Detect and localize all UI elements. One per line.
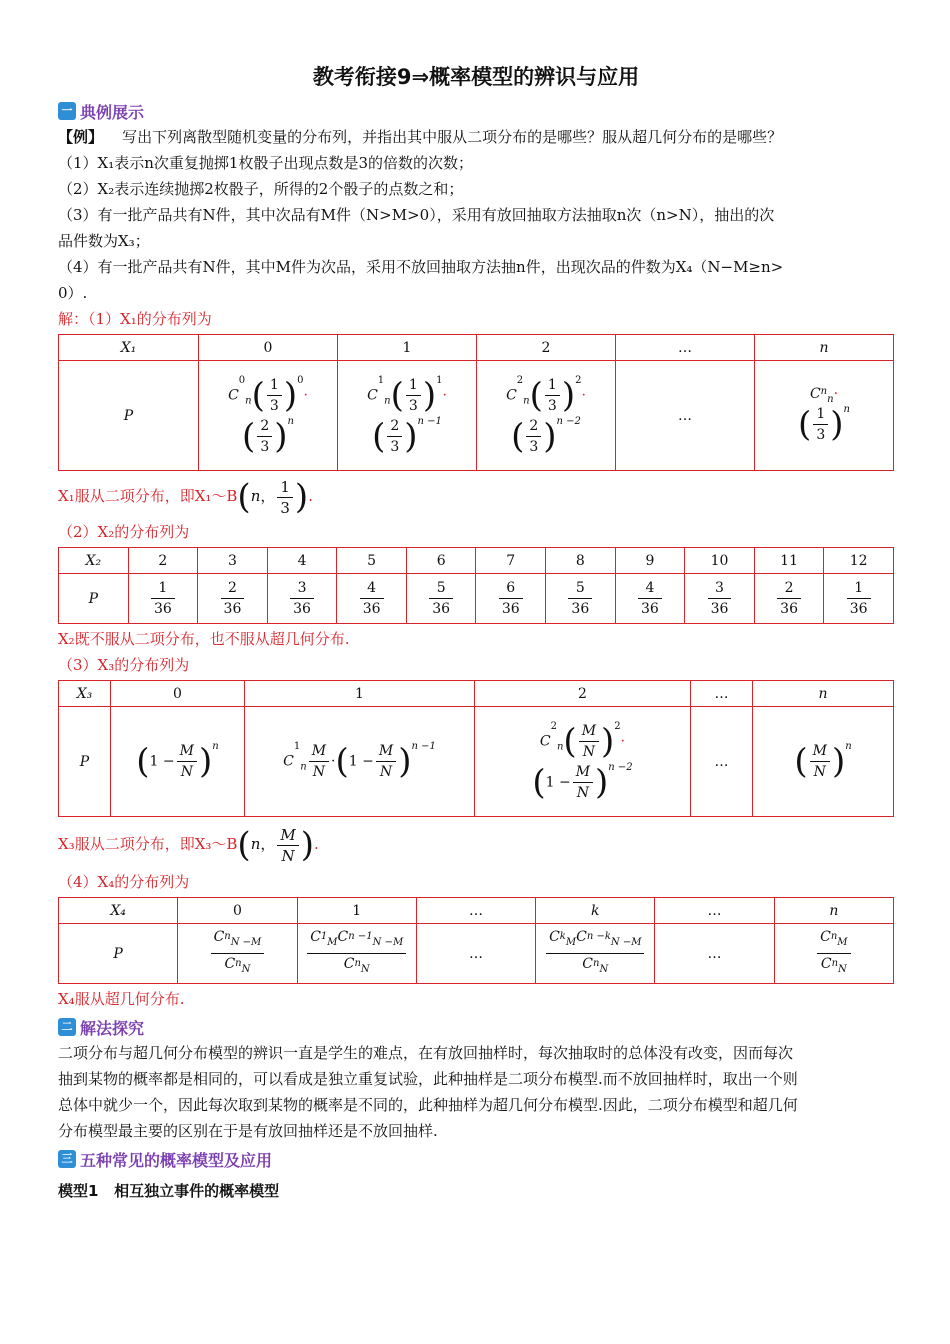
- fraction-numerator: 4: [360, 578, 384, 599]
- model-title: 相互独立事件的概率模型: [114, 1182, 280, 1200]
- example-q4b: 0）.: [58, 284, 88, 302]
- table-header-cell: …: [616, 335, 755, 361]
- table-header-cell: X₂: [59, 548, 129, 574]
- table-header-cell: 0: [199, 335, 338, 361]
- fraction-numerator: 5: [429, 578, 453, 599]
- formula-cell: $C^1_n$ $\frac{M}{N}$ ·(1 − $\frac{M}{N}$ )$^{n -1}$: [245, 707, 475, 817]
- table-header-cell: …: [655, 898, 774, 924]
- fraction-numerator: 1: [847, 578, 871, 599]
- ellipsis-cell: …: [616, 361, 755, 471]
- table-header-cell: 1: [338, 335, 477, 361]
- table-header-cell: n: [755, 335, 894, 361]
- distribution-table-x1: [58, 334, 894, 471]
- formula-cell: $\frac{C^k_MC^{n -k}_{N -M}}{C^n_N}$: [536, 924, 655, 984]
- example-q2: （2）X₂表示连续抛掷2枚骰子，所得的2个骰子的点数之和；: [58, 180, 464, 198]
- formula-cell: $C^0_n$( $\frac{1}{3}$ )$^0$· ( $\frac{2}{3}$ )$^n$: [199, 361, 338, 471]
- example-q4a: （4）有一批产品共有N件，其中M件为次品，采用不放回抽取方法抽n件，出现次品的件数为X₄（N−M≥n>: [58, 258, 784, 276]
- example-q3a: （3）有一批产品共有N件，其中次品有M件（N>M>0），采用有放回抽取方法抽取n次（n>N），抽出的次: [58, 206, 775, 224]
- solution-part3-head: （3）X₃的分布列为: [58, 656, 190, 674]
- probability-cell: [546, 574, 616, 624]
- fraction-numerator: 4: [638, 578, 662, 599]
- model-heading: [58, 1180, 894, 1201]
- example-q3b: 品件数为X₃；: [58, 232, 150, 250]
- example-q1: （1）X₁表示n次重复抛掷1枚骰子出现点数是3的倍数的次数；: [58, 154, 473, 172]
- formula-cell: $C^n_n\cdot$ ( $\frac{1}{3}$ )$^n$: [755, 361, 894, 471]
- section-title: 五种常见的概率模型及应用: [80, 1150, 273, 1170]
- formula-cell: $\frac{C^1_MC^{n -1}_{N -M}}{C^n_N}$: [297, 924, 416, 984]
- table-row-label: P: [59, 707, 111, 817]
- table-header-cell: k: [536, 898, 655, 924]
- section-header-1: [58, 98, 894, 124]
- table-row-label: P: [59, 924, 178, 984]
- discussion-line: 总体中就少一个，因此每次取到某物的概率是不同的，此种抽样为超几何分布模型.因此，二项分布模型和超几何: [58, 1096, 798, 1114]
- fraction-denominator: 36: [223, 601, 242, 617]
- probability-cell: [754, 574, 824, 624]
- table-header-cell: 2: [128, 548, 198, 574]
- table-header-cell: 2: [477, 335, 616, 361]
- probability-cell: [615, 574, 685, 624]
- solution-part3-tail: X₃服从二项分布，即X₃～B(n， $\frac{M}{N}$ ).: [58, 825, 319, 865]
- fraction-numerator: 5: [568, 578, 592, 599]
- formula-cell: $\frac{C^n_M}{C^n_N}$: [774, 924, 893, 984]
- probability-cell: [128, 574, 198, 624]
- distribution-table-x2: [58, 547, 894, 624]
- probability-cell: [267, 574, 337, 624]
- table-header-cell: X₁: [59, 335, 199, 361]
- model-label: 模型1: [58, 1182, 99, 1200]
- fraction-numerator: 3: [290, 578, 314, 599]
- table-row-label: P: [59, 574, 129, 624]
- table-header-cell: …: [691, 681, 753, 707]
- probability-cell: [685, 574, 755, 624]
- solution-part2-head: （2）X₂的分布列为: [58, 523, 190, 541]
- probability-cell: [824, 574, 894, 624]
- fraction-denominator: 36: [293, 601, 311, 617]
- table-header-cell: 1: [297, 898, 416, 924]
- discussion-line: 二项分布与超几何分布模型的辨识一直是学生的难点，在有放回抽样时，每次抽取时的总体没有改变，因而每次: [58, 1044, 794, 1062]
- section-title: 典例展示: [80, 102, 145, 122]
- fraction-denominator: 36: [571, 601, 590, 617]
- table-header-cell: 3: [198, 548, 268, 574]
- table-header-cell: 4: [267, 548, 337, 574]
- probability-cell: [198, 574, 268, 624]
- section-title: 解法探究: [80, 1018, 145, 1038]
- solution-part1-head: 解：（1）X₁的分布列为: [58, 310, 212, 328]
- table-header-cell: 2: [475, 681, 691, 707]
- solution-part1-tail: X₁服从二项分布，即X₁～B(n， $\frac{1}{3}$ ).: [58, 477, 313, 517]
- fraction-numerator: 6: [499, 578, 523, 599]
- section-badge-icon: 二: [58, 1018, 76, 1036]
- table-header-cell: 7: [476, 548, 546, 574]
- probability-cell: [337, 574, 407, 624]
- formula-cell: $C^1_n$( $\frac{1}{3}$ )$^1$· ( $\frac{2}{3}$ )$^{n -1}$: [338, 361, 477, 471]
- section-header-2: [58, 1014, 894, 1040]
- ellipsis-cell: …: [691, 707, 753, 817]
- solution-part1-tail-text: X₁服从二项分布，即X₁～B: [58, 487, 238, 505]
- formula-cell: $\frac{C^n_{N -M}}{C^n_N}$: [178, 924, 297, 984]
- formula-cell: (1 − $\frac{M}{N}$ )$^n$: [111, 707, 245, 817]
- table-header-cell: 8: [546, 548, 616, 574]
- table-header-cell: …: [416, 898, 535, 924]
- fraction-denominator: 36: [849, 601, 868, 617]
- ellipsis-cell: …: [655, 924, 774, 984]
- table-header-cell: n: [774, 898, 893, 924]
- fraction-denominator: 36: [432, 601, 451, 617]
- discussion-line: 分布模型最主要的区别在于是有放回抽样还是不放回抽样.: [58, 1122, 438, 1140]
- page-title: 教考衔接9⇒概率模型的辨识与应用: [312, 65, 640, 89]
- solution-part4-head: （4）X₄的分布列为: [58, 873, 190, 891]
- table-header-cell: 5: [337, 548, 407, 574]
- fraction-denominator: 36: [153, 601, 172, 617]
- table-header-cell: 1: [245, 681, 475, 707]
- example-question-text: 写出下列离散型随机变量的分布列，并指出其中服从二项分布的是哪些？服从超几何分布的是哪些？: [122, 128, 783, 146]
- fraction-denominator: 36: [501, 601, 520, 617]
- probability-cell: [476, 574, 546, 624]
- section-badge-icon: 一: [58, 102, 76, 120]
- solution-part2-tail: X₂既不服从二项分布，也不服从超几何分布.: [58, 630, 350, 648]
- section-header-3: [58, 1146, 894, 1172]
- fraction-numerator: 2: [777, 578, 801, 599]
- fraction-denominator: 36: [641, 601, 659, 617]
- solution-part4-tail: X₄服从超几何分布.: [58, 990, 185, 1008]
- formula-cell: $C^2_n$( $\frac{M}{N}$ )$^2$· (1 − $\frac{M}{N}$ )$^{n -2}$: [475, 707, 691, 817]
- fraction-numerator: 1: [151, 578, 175, 599]
- section-badge-icon: 三: [58, 1150, 76, 1168]
- table-header-cell: X₄: [59, 898, 178, 924]
- table-row-label: P: [59, 361, 199, 471]
- fraction-numerator: 3: [708, 578, 732, 599]
- fraction-denominator: 36: [710, 601, 729, 617]
- example-question: [58, 124, 894, 150]
- fraction-denominator: 36: [362, 601, 381, 617]
- fraction-numerator: 2: [221, 578, 245, 599]
- table-header-cell: 11: [754, 548, 824, 574]
- table-header-cell: X₃: [59, 681, 111, 707]
- ellipsis-cell: …: [416, 924, 535, 984]
- table-header-cell: 10: [685, 548, 755, 574]
- document-page: [58, 62, 894, 1201]
- example-label: 【例】: [58, 128, 104, 146]
- table-header-cell: 6: [406, 548, 476, 574]
- formula-cell: $C^2_n$( $\frac{1}{3}$ )$^2$· ( $\frac{2}{3}$ )$^{n -2}$: [477, 361, 616, 471]
- distribution-table-x3: [58, 680, 894, 817]
- fraction-denominator: 36: [780, 601, 798, 617]
- table-header-cell: 9: [615, 548, 685, 574]
- table-header-cell: n: [753, 681, 894, 707]
- table-header-cell: 0: [178, 898, 297, 924]
- table-header-cell: 0: [111, 681, 245, 707]
- table-header-cell: 12: [824, 548, 894, 574]
- discussion-line: 抽到某物的概率都是相同的，可以看成是独立重复试验，此种抽样是二项分布模型.而不放回抽样时，取出一个则: [58, 1070, 798, 1088]
- probability-cell: [406, 574, 476, 624]
- solution-part3-tail-text: X₃服从二项分布，即X₃～B: [58, 835, 238, 853]
- distribution-table-x4: [58, 897, 894, 984]
- formula-cell: ( $\frac{M}{N}$ )$^n$: [753, 707, 894, 817]
